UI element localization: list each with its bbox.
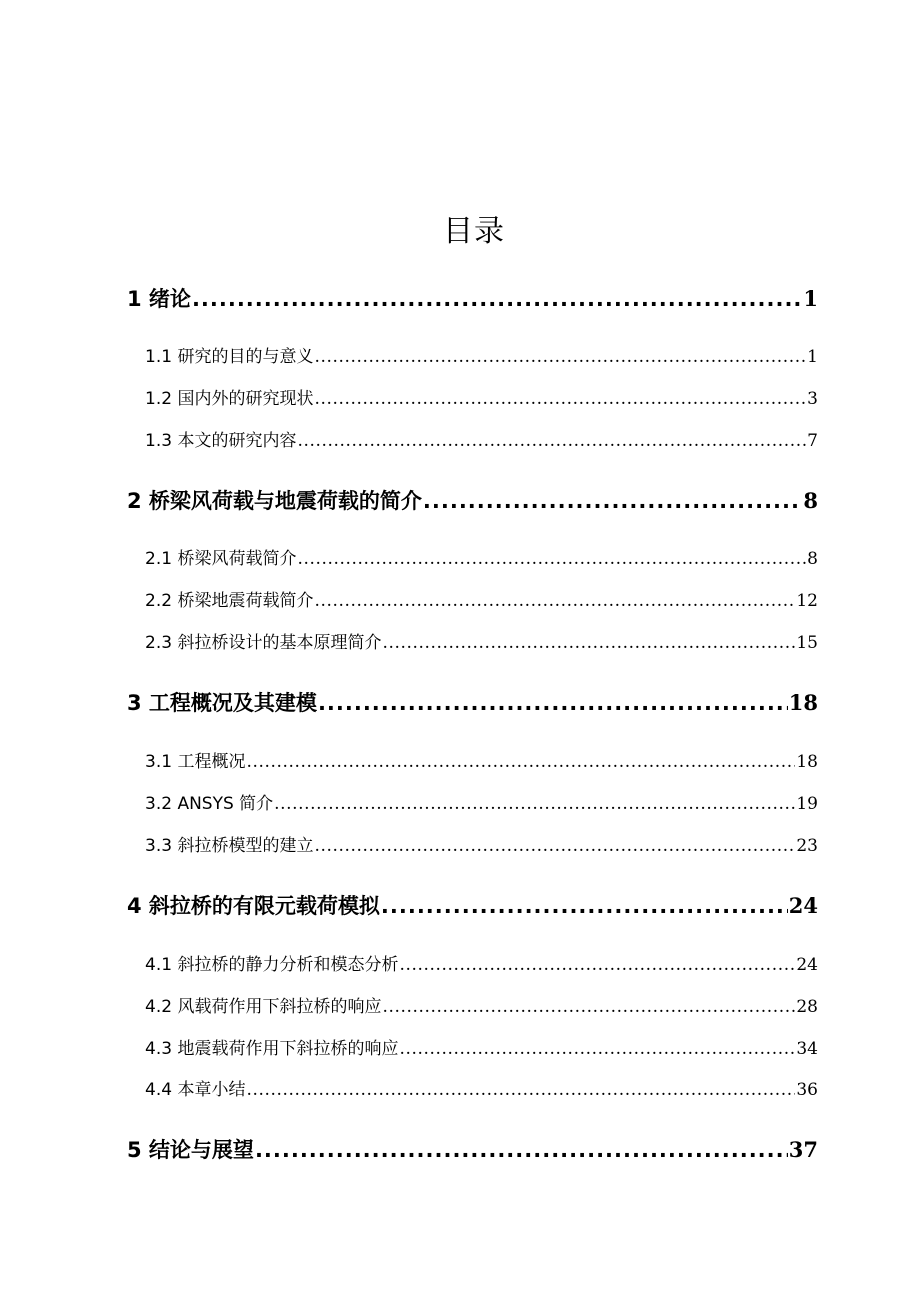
- dot-leader: [297, 429, 806, 453]
- page-number: 23: [796, 836, 818, 856]
- toc-section-4-4[interactable]: [145, 1078, 818, 1102]
- page-number: 3: [807, 389, 818, 409]
- page-number: 1: [803, 286, 818, 311]
- toc-section-3-2[interactable]: [145, 792, 818, 816]
- section-title: 4.3 地震载荷作用下斜拉桥的响应: [145, 1039, 399, 1059]
- dot-leader: [314, 589, 795, 613]
- section-title: 2.1 桥梁风荷载简介: [145, 549, 297, 569]
- chapter-title: 2 桥梁风荷载与地震荷载的简介: [127, 489, 422, 513]
- page-number: 8: [803, 488, 818, 513]
- toc-chapter-5[interactable]: [127, 1135, 818, 1165]
- section-title: 1.2 国内外的研究现状: [145, 389, 314, 409]
- toc-section-2-2[interactable]: [145, 589, 818, 613]
- page-number: 1: [807, 347, 818, 367]
- dot-leader: [381, 891, 788, 921]
- toc-section-4-3[interactable]: [145, 1037, 818, 1061]
- toc-chapter-1[interactable]: [127, 284, 818, 314]
- dot-leader: [255, 1135, 788, 1165]
- page-number: 7: [807, 431, 818, 451]
- dot-leader: [382, 995, 795, 1019]
- toc-chapter-2[interactable]: [127, 486, 818, 516]
- dot-leader: [314, 834, 795, 858]
- page-number: 8: [807, 549, 818, 569]
- toc-section-2-3[interactable]: [145, 631, 818, 655]
- page-number: 19: [796, 794, 818, 814]
- section-title: 3.2 ANSYS 简介: [145, 794, 274, 814]
- toc-section-1-2[interactable]: [145, 387, 818, 411]
- dot-leader: [246, 750, 795, 774]
- page-number: 28: [796, 997, 818, 1017]
- chapter-title: 3 工程概况及其建模: [127, 691, 317, 715]
- page-number: 15: [796, 633, 818, 653]
- section-title: 2.3 斜拉桥设计的基本原理简介: [145, 633, 382, 653]
- section-title: 3.1 工程概况: [145, 752, 246, 772]
- dot-leader: [297, 547, 806, 571]
- toc-section-3-3[interactable]: [145, 834, 818, 858]
- chapter-title: 4 斜拉桥的有限元载荷模拟: [127, 894, 380, 918]
- dot-leader: [399, 953, 795, 977]
- dot-leader: [399, 1037, 795, 1061]
- dot-leader: [314, 387, 806, 411]
- section-title: 3.3 斜拉桥模型的建立: [145, 836, 314, 856]
- page-number: 18: [788, 690, 818, 715]
- toc-section-1-3[interactable]: [145, 429, 818, 453]
- section-title: 1.3 本文的研究内容: [145, 431, 297, 451]
- dot-leader: [192, 284, 802, 314]
- dot-leader: [423, 486, 802, 516]
- dot-leader: [274, 792, 795, 816]
- dot-leader: [318, 688, 788, 718]
- toc-section-4-1[interactable]: [145, 953, 818, 977]
- toc-section-1-1[interactable]: [145, 345, 818, 369]
- page-number: 24: [788, 893, 818, 918]
- chapter-title: 5 结论与展望: [127, 1138, 254, 1162]
- section-title: 4.2 风载荷作用下斜拉桥的响应: [145, 997, 382, 1017]
- toc-section-4-2[interactable]: [145, 995, 818, 1019]
- page-number: 18: [796, 752, 818, 772]
- toc-section-3-1[interactable]: [145, 750, 818, 774]
- page-number: 12: [796, 591, 818, 611]
- page-number: 37: [788, 1137, 818, 1162]
- page-number: 36: [796, 1080, 818, 1100]
- dot-leader: [382, 631, 795, 655]
- chapter-title: 1 绪论: [127, 287, 191, 311]
- page-number: 34: [796, 1039, 818, 1059]
- section-title: 4.1 斜拉桥的静力分析和模态分析: [145, 955, 399, 975]
- toc-chapter-3[interactable]: [127, 688, 818, 718]
- toc-chapter-4[interactable]: [127, 891, 818, 921]
- section-title: 4.4 本章小结: [145, 1080, 246, 1100]
- dot-leader: [246, 1078, 795, 1102]
- dot-leader: [314, 345, 806, 369]
- page-number: 24: [796, 955, 818, 975]
- toc-section-2-1[interactable]: [145, 547, 818, 571]
- section-title: 1.1 研究的目的与意义: [145, 347, 314, 367]
- toc-title: 目录: [443, 214, 505, 249]
- section-title: 2.2 桥梁地震荷载简介: [145, 591, 314, 611]
